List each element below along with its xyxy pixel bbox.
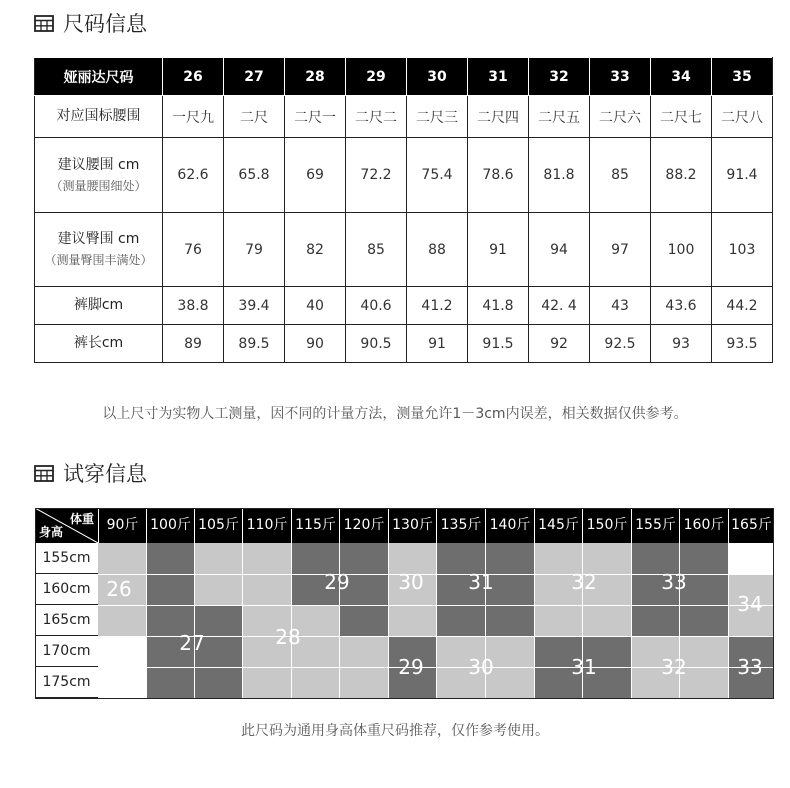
weight-header-cell: 150斤 [582, 508, 631, 543]
size-table-row [35, 138, 773, 213]
row-label [35, 138, 163, 213]
fit-grid [35, 508, 774, 699]
size-table-row [35, 287, 773, 325]
table-cell: 一尺九 [163, 96, 224, 138]
size-grid-icon [34, 13, 54, 33]
grid-line [242, 543, 243, 698]
fit-cell [98, 636, 146, 667]
table-cell: 82 [285, 213, 346, 287]
grid-line [291, 543, 292, 698]
table-cell: 42. 4 [529, 287, 590, 325]
table-cell: 40.6 [346, 287, 407, 325]
fit-cell [679, 605, 728, 636]
table-cell: 100 [651, 213, 712, 287]
fit-cell [728, 543, 774, 574]
grid-line [534, 543, 535, 698]
header-brand-size: 娅丽达尺码 [35, 58, 163, 96]
header-size: 27 [224, 58, 285, 96]
table-cell: 76 [163, 213, 224, 287]
corner-weight-label: 体重 [69, 512, 94, 526]
header-size: 26 [163, 58, 224, 96]
height-row-label: 160cm [35, 574, 98, 605]
fit-cell [339, 667, 388, 698]
row-label [35, 325, 163, 363]
table-cell: 92 [529, 325, 590, 363]
weight-header-cell: 140斤 [485, 508, 534, 543]
row-label [35, 287, 163, 325]
row-label-text: 建议臀围 cm [57, 231, 140, 248]
fit-size-label: 30 [468, 655, 494, 679]
weight-header-cell: 115斤 [291, 508, 339, 543]
table-cell: 91 [468, 213, 529, 287]
table-cell: 88 [407, 213, 468, 287]
table-cell: 88.2 [651, 138, 712, 213]
table-cell: 89 [163, 325, 224, 363]
fit-cell [631, 605, 679, 636]
row-label-text: 裤长cm [73, 334, 124, 351]
weight-header-cell: 100斤 [146, 508, 194, 543]
grid-line [98, 605, 774, 606]
row-label-note: （测量腰围细处） [50, 178, 147, 193]
grid-line [728, 543, 729, 698]
fit-cell [582, 605, 631, 636]
row-label [35, 213, 163, 287]
table-cell: 94 [529, 213, 590, 287]
size-note: 以上尺寸为实物人工测量，因不同的计量方法，测量允许1－3cm内误差，相关数据仅供参考。 [102, 406, 688, 422]
table-cell: 93.5 [712, 325, 773, 363]
table-cell: 二尺七 [651, 96, 712, 138]
table-cell: 43 [590, 287, 651, 325]
table-cell: 90 [285, 325, 346, 363]
table-cell: 65.8 [224, 138, 285, 213]
grid-line [146, 543, 147, 698]
fit-cell [194, 667, 242, 698]
fit-size-label: 29 [324, 570, 350, 594]
row-label-text: 对应国标腰围 [56, 107, 141, 124]
fit-cell [194, 543, 242, 574]
table-cell: 90.5 [346, 325, 407, 363]
fit-size-label: 31 [571, 655, 597, 679]
table-cell: 91.5 [468, 325, 529, 363]
fit-cell [485, 605, 534, 636]
row-label-text: 建议腰围 cm [57, 156, 140, 173]
height-row-label: 165cm [35, 605, 98, 636]
corner-height-label: 身高 [39, 525, 64, 539]
weight-header-cell: 90斤 [98, 508, 146, 543]
header-size: 33 [590, 58, 651, 96]
header-size: 28 [285, 58, 346, 96]
table-cell: 41.8 [468, 287, 529, 325]
size-table-header-row [35, 58, 773, 96]
fit-size-label: 32 [571, 570, 597, 594]
fit-cell [242, 667, 291, 698]
table-cell: 81.8 [529, 138, 590, 213]
fit-cell [194, 574, 242, 605]
table-cell: 40 [285, 287, 346, 325]
table-cell: 二尺五 [529, 96, 590, 138]
corner-cell [35, 508, 98, 543]
fit-cell [98, 605, 146, 636]
weight-header-cell: 135斤 [436, 508, 485, 543]
row-label [35, 96, 163, 138]
table-cell: 44.2 [712, 287, 773, 325]
table-cell: 72.2 [346, 138, 407, 213]
fit-size-label: 32 [661, 655, 687, 679]
fit-cell [339, 636, 388, 667]
fit-cell [146, 667, 194, 698]
size-section-title: 尺码信息 [63, 12, 147, 36]
fit-size-label: 28 [275, 625, 301, 649]
fit-size-label: 26 [106, 577, 132, 601]
fit-cell [436, 605, 485, 636]
weight-header-cell: 145斤 [534, 508, 582, 543]
size-grid-icon [34, 463, 54, 483]
table-cell: 75.4 [407, 138, 468, 213]
fit-cell [291, 667, 339, 698]
fit-size-label: 33 [737, 655, 763, 679]
fit-size-label: 31 [468, 570, 494, 594]
table-cell: 79 [224, 213, 285, 287]
weight-header-cell: 160斤 [679, 508, 728, 543]
fit-cell [534, 605, 582, 636]
fit-section-header [34, 458, 147, 488]
table-cell: 85 [590, 138, 651, 213]
weight-header-cell: 165斤 [728, 508, 774, 543]
weight-header-cell: 130斤 [388, 508, 436, 543]
table-cell: 二尺一 [285, 96, 346, 138]
table-cell: 38.8 [163, 287, 224, 325]
height-row-label: 170cm [35, 636, 98, 667]
fit-size-label: 29 [398, 655, 424, 679]
table-cell: 41.2 [407, 287, 468, 325]
header-size: 34 [651, 58, 712, 96]
table-cell: 91.4 [712, 138, 773, 213]
weight-header-row [35, 508, 774, 543]
fit-cell [98, 543, 146, 574]
grid-line [194, 543, 195, 698]
table-cell: 二尺三 [407, 96, 468, 138]
weight-header-cell: 120斤 [339, 508, 388, 543]
fit-section-title: 试穿信息 [63, 462, 147, 486]
grid-line [436, 543, 437, 698]
fit-size-label: 30 [398, 570, 424, 594]
fit-note: 此尺码为通用身高体重尺码推荐，仅作参考使用。 [241, 723, 549, 739]
row-label-note: （测量臀围丰满处） [44, 253, 153, 268]
row-label-text: 裤脚cm [73, 296, 124, 313]
table-cell: 85 [346, 213, 407, 287]
fit-cell [388, 605, 436, 636]
table-cell: 89.5 [224, 325, 285, 363]
grid-line [339, 543, 340, 698]
header-size: 30 [407, 58, 468, 96]
table-cell: 92.5 [590, 325, 651, 363]
table-cell: 69 [285, 138, 346, 213]
fit-cell [146, 543, 194, 574]
weight-header-cell: 110斤 [242, 508, 291, 543]
size-section-header [34, 8, 147, 38]
table-cell: 91 [407, 325, 468, 363]
height-row-label: 175cm [35, 667, 98, 698]
weight-header-cell: 155斤 [631, 508, 679, 543]
size-table-row [35, 96, 773, 138]
header-size: 31 [468, 58, 529, 96]
grid-line [631, 543, 632, 698]
size-table [34, 57, 773, 363]
table-cell: 二尺 [224, 96, 285, 138]
fit-size-label: 34 [737, 592, 763, 616]
fit-cell [146, 574, 194, 605]
grid-line [388, 543, 389, 698]
size-table-row [35, 213, 773, 287]
height-row-label: 155cm [35, 543, 98, 574]
fit-size-label: 33 [661, 570, 687, 594]
fit-cell [339, 605, 388, 636]
header-size: 35 [712, 58, 773, 96]
table-cell: 二尺六 [590, 96, 651, 138]
table-cell: 103 [712, 213, 773, 287]
weight-header-cell: 105斤 [194, 508, 242, 543]
fit-size-label: 27 [179, 631, 205, 655]
header-size: 32 [529, 58, 590, 96]
table-cell: 97 [590, 213, 651, 287]
table-cell: 二尺四 [468, 96, 529, 138]
header-size: 29 [346, 58, 407, 96]
fit-cell [98, 667, 146, 698]
table-cell: 43.6 [651, 287, 712, 325]
table-cell: 62.6 [163, 138, 224, 213]
size-table-row [35, 325, 773, 363]
fit-cell [242, 543, 291, 574]
table-cell: 78.6 [468, 138, 529, 213]
fit-cell [242, 574, 291, 605]
table-cell: 93 [651, 325, 712, 363]
table-cell: 二尺二 [346, 96, 407, 138]
table-cell: 二尺八 [712, 96, 773, 138]
table-cell: 39.4 [224, 287, 285, 325]
